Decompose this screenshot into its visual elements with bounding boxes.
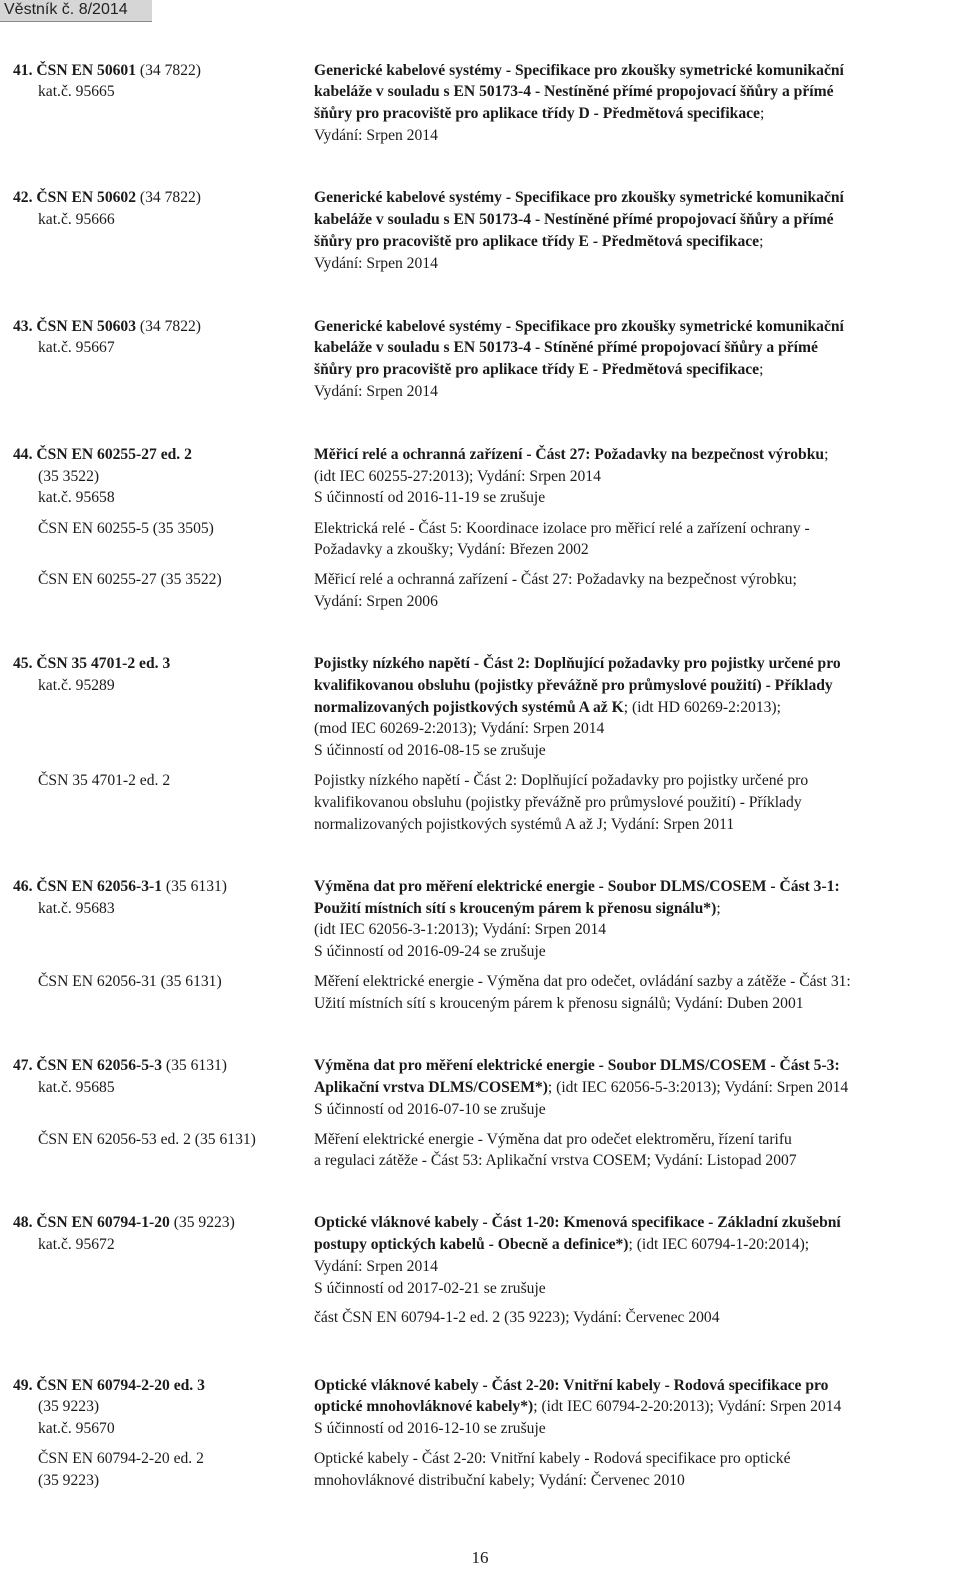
text-segment: kat.č. 95685 <box>38 1079 115 1096</box>
text-line <box>314 1057 840 1075</box>
text-line <box>38 677 115 695</box>
text-segment: kat.č. 95665 <box>38 83 115 100</box>
text-segment: 48. ČSN EN 60794-1-20 <box>13 1214 170 1231</box>
text-segment: kat.č. 95672 <box>38 1236 115 1253</box>
text-segment: kat.č. 95683 <box>38 900 115 917</box>
text-line <box>314 1377 828 1395</box>
text-segment: ; (idt IEC 60794-1-20:2014); <box>628 1236 810 1253</box>
text-segment: 46. ČSN EN 62056-3-1 <box>13 878 163 895</box>
text-segment: normalizovaných pojistkových systémů A až J; Vydání: Srpen 2011 <box>314 816 735 833</box>
text-segment: Elektrická relé - Část 5: Koordinace izolace pro měřicí relé a zařízení ochrany - <box>314 520 810 537</box>
text-line <box>314 1079 848 1097</box>
text-segment: kat.č. 95666 <box>38 211 115 228</box>
text-segment: kvalifikovanou obsluhu (pojistky převážně pro průmyslové použití) - Příklady <box>314 794 802 811</box>
text-line <box>38 1236 115 1254</box>
text-line <box>13 1214 235 1232</box>
text-segment: normalizovaných pojistkových systémů A až K <box>314 699 624 716</box>
text-segment: (34 7822) <box>136 189 201 206</box>
text-line <box>13 189 201 207</box>
text-segment: Výměna dat pro měření elektrické energie - Soubor DLMS/COSEM - Část 3-1: <box>314 878 840 895</box>
text-segment: kabeláže v souladu s EN 50173-4 - Stíněné přímé propojovací šňůry a přímé <box>314 339 818 356</box>
text-line <box>314 446 828 464</box>
text-segment: 41. ČSN EN 50601 <box>13 62 137 79</box>
text-line <box>13 318 201 336</box>
text-segment: Pojistky nízkého napětí - Část 2: Doplňující požadavky pro pojistky určené pro <box>314 772 809 789</box>
text-segment: S účinností od 2016-07-10 se zrušuje <box>314 1101 546 1118</box>
text-segment: kvalifikovanou obsluhu (pojistky převážně pro průmyslové použití) - Příklady <box>314 677 833 694</box>
text-line <box>38 1131 256 1149</box>
text-line <box>38 973 222 991</box>
text-segment: 44. ČSN EN 60255-27 ed. 2 <box>13 446 192 463</box>
text-segment: 42. ČSN EN 50602 <box>13 189 137 206</box>
text-line <box>38 1079 115 1097</box>
text-segment: (34 7822) <box>136 318 201 335</box>
text-line <box>314 816 734 834</box>
text-segment: (idt IEC 62056-3-1:2013); Vydání: Srpen 2014 <box>314 921 607 938</box>
text-segment: 45. ČSN 35 4701-2 ed. 3 <box>13 655 171 672</box>
text-segment: Pojistky nízkého napětí - Část 2: Doplňující požadavky pro pojistky určené pro <box>314 655 841 672</box>
text-segment: (35 9223) <box>169 1214 235 1231</box>
text-line <box>314 593 438 611</box>
text-segment: ; (idt IEC 60794-2-20:2013); Vydání: Srpen 2014 <box>533 1398 842 1415</box>
text-segment: 47. ČSN EN 62056-5-3 <box>13 1057 163 1074</box>
text-line <box>314 921 606 939</box>
text-segment: (35 9223) <box>38 1472 100 1489</box>
text-segment: (35 6131) <box>162 878 227 895</box>
text-segment: (34 7822) <box>136 62 201 79</box>
text-segment: S účinností od 2017-02-21 se zrušuje <box>314 1280 546 1297</box>
text-segment: Užití místních sítí s krouceným párem k přenosu signálů; Vydání: Duben 2001 <box>314 995 804 1012</box>
text-line <box>314 383 438 401</box>
text-line <box>314 255 438 273</box>
text-line <box>38 520 214 538</box>
text-line <box>13 1377 205 1395</box>
text-line <box>314 361 763 379</box>
text-line <box>314 995 804 1013</box>
text-segment: Vydání: Srpen 2006 <box>314 593 438 610</box>
text-segment: 43. ČSN EN 50603 <box>13 318 137 335</box>
text-segment: Vydání: Srpen 2014 <box>314 127 438 144</box>
text-segment: Generické kabelové systémy - Specifikace pro zkoušky symetrické komunikační <box>314 189 844 206</box>
text-line <box>314 943 546 961</box>
text-line <box>314 1236 809 1254</box>
text-segment: šňůry pro pracoviště pro aplikace třídy D - Předmětová specifikace <box>314 105 760 122</box>
text-line <box>314 1280 546 1298</box>
text-line <box>38 571 222 589</box>
text-segment: ; <box>759 105 765 122</box>
text-segment: (35 3522) <box>38 468 100 485</box>
text-line <box>13 62 201 80</box>
text-segment: ; <box>824 446 829 463</box>
text-segment: část ČSN EN 60794-1-2 ed. 2 (35 9223); Vydání: Červenec 2004 <box>314 1309 720 1326</box>
text-segment: Optické vláknové kabely - Část 1-20: Kmenová specifikace - Základní zkušební <box>314 1214 841 1231</box>
text-segment: postupy optických kabelů - Obecně a definice*) <box>314 1236 629 1253</box>
text-line <box>314 339 818 357</box>
text-segment: Generické kabelové systémy - Specifikace pro zkoušky symetrické komunikační <box>314 62 844 79</box>
text-line <box>314 720 604 738</box>
text-line <box>314 1472 685 1490</box>
text-segment: S účinností od 2016-09-24 se zrušuje <box>314 943 546 960</box>
text-segment: Měření elektrické energie - Výměna dat pro odečet elektroměru, řízení tarifu <box>314 1131 792 1148</box>
text-line <box>314 571 797 589</box>
text-line <box>38 1420 115 1438</box>
text-line <box>314 1152 797 1170</box>
text-line <box>314 541 589 559</box>
text-segment: optické mnohovláknové kabely*) <box>314 1398 534 1415</box>
text-segment: 49. ČSN EN 60794-2-20 ed. 3 <box>13 1377 205 1394</box>
text-segment: kat.č. 95658 <box>38 489 115 506</box>
text-line <box>314 211 834 229</box>
text-segment: šňůry pro pracoviště pro aplikace třídy E - Předmětová specifikace <box>314 233 760 250</box>
text-line <box>314 973 851 991</box>
text-segment: kat.č. 95667 <box>38 339 115 356</box>
text-line <box>38 1472 99 1490</box>
text-segment: ČSN 35 4701-2 ed. 2 <box>38 772 171 789</box>
text-segment: Výměna dat pro měření elektrické energie - Soubor DLMS/COSEM - Část 5-3: <box>314 1057 840 1074</box>
text-segment: ; <box>759 361 764 378</box>
journal-header <box>0 0 152 22</box>
journal-issue-label: Věstník č. 8/2014 <box>4 1 128 18</box>
text-line <box>314 1450 791 1468</box>
text-line <box>314 900 721 918</box>
text-segment: (35 6131) <box>162 1057 227 1074</box>
text-line <box>314 1131 792 1149</box>
text-line <box>314 83 834 101</box>
text-line <box>314 655 841 673</box>
text-line <box>38 468 99 486</box>
text-segment: ČSN EN 62056-31 (35 6131) <box>38 973 222 990</box>
text-line <box>314 1101 546 1119</box>
text-line <box>314 1420 546 1438</box>
text-segment: ; <box>716 900 721 917</box>
page-number: 16 <box>471 1548 489 1567</box>
text-segment: ČSN EN 60255-5 (35 3505) <box>38 520 214 537</box>
text-segment: ; <box>759 233 764 250</box>
text-segment: mnohovláknové distribuční kabely; Vydání: Červenec 2010 <box>314 1472 685 1489</box>
text-line <box>314 318 844 336</box>
text-line <box>314 1309 720 1327</box>
text-segment: S účinností od 2016-08-15 se zrušuje <box>314 742 546 759</box>
text-segment: Vydání: Srpen 2014 <box>314 383 438 400</box>
text-segment: a regulaci zátěže - Část 53: Aplikační vrstva COSEM; Vydání: Listopad 2007 <box>314 1152 797 1169</box>
text-line <box>314 1258 438 1276</box>
text-line <box>314 105 764 123</box>
text-line <box>314 520 810 538</box>
text-segment: kabeláže v souladu s EN 50173-4 - Nestíněné přímé propojovací šňůry a přímé <box>314 83 834 100</box>
text-segment: kat.č. 95670 <box>38 1420 115 1437</box>
text-line <box>314 1398 841 1416</box>
text-line <box>38 339 115 357</box>
text-segment: S účinností od 2016-11-19 se zrušuje <box>314 489 546 506</box>
text-segment: kabeláže v souladu s EN 50173-4 - Nestíněné přímé propojovací šňůry a přímé <box>314 211 834 228</box>
text-line <box>13 1057 227 1075</box>
text-segment: ; (idt HD 60269-2:2013); <box>623 699 781 716</box>
text-segment: Měřicí relé a ochranná zařízení - Část 27: Požadavky na bezpečnost výrobku <box>314 446 825 463</box>
text-segment: Optické vláknové kabely - Část 2-20: Vnitřní kabely - Rodová specifikace pro <box>314 1377 829 1394</box>
text-line <box>314 189 844 207</box>
text-segment: Vydání: Srpen 2014 <box>314 255 438 272</box>
text-line <box>314 233 763 251</box>
text-segment: Požadavky a zkoušky; Vydání: Březen 2002 <box>314 541 589 558</box>
text-line <box>314 699 781 717</box>
text-line <box>314 677 833 695</box>
text-segment: Vydání: Srpen 2014 <box>314 1258 438 1275</box>
text-segment: S účinností od 2016-12-10 se zrušuje <box>314 1420 546 1437</box>
text-segment: (35 9223) <box>38 1398 100 1415</box>
text-line <box>314 1214 841 1232</box>
text-segment: Měření elektrické energie - Výměna dat pro odečet, ovládání sazby a zátěže - Část 31: <box>314 973 851 990</box>
text-line <box>38 211 115 229</box>
text-line <box>38 772 170 790</box>
text-line <box>314 772 808 790</box>
text-segment: ČSN EN 62056-53 ed. 2 (35 6131) <box>38 1131 256 1148</box>
text-line <box>314 794 802 812</box>
text-line <box>13 878 227 896</box>
text-segment: Optické kabely - Část 2-20: Vnitřní kabely - Rodová specifikace pro optické <box>314 1450 791 1467</box>
text-line <box>38 900 115 918</box>
text-line <box>314 742 546 760</box>
text-segment: ČSN EN 60255-27 (35 3522) <box>38 571 222 588</box>
text-line <box>38 1398 99 1416</box>
text-line <box>38 83 115 101</box>
text-line <box>13 655 170 673</box>
text-line <box>314 878 840 896</box>
text-segment: (idt IEC 60255-27:2013); Vydání: Srpen 2014 <box>314 468 601 485</box>
text-segment: ČSN EN 60794-2-20 ed. 2 <box>38 1450 204 1467</box>
text-line <box>314 62 844 80</box>
text-line <box>38 1450 204 1468</box>
text-line <box>314 489 545 507</box>
text-segment: ; (idt IEC 62056-5-3:2013); Vydání: Srpen 2014 <box>547 1079 849 1096</box>
text-segment: Měřicí relé a ochranná zařízení - Část 27: Požadavky na bezpečnost výrobku; <box>314 571 797 588</box>
text-line <box>314 127 438 145</box>
text-segment: Aplikační vrstva DLMS/COSEM*) <box>314 1079 548 1096</box>
text-line <box>13 446 192 464</box>
text-segment: kat.č. 95289 <box>38 677 115 694</box>
text-segment: šňůry pro pracoviště pro aplikace třídy E - Předmětová specifikace <box>314 361 760 378</box>
text-line <box>38 489 115 507</box>
text-segment: (mod IEC 60269-2:2013); Vydání: Srpen 2014 <box>314 720 605 737</box>
text-segment: Použití místních sítí s krouceným párem k přenosu signálu*) <box>314 900 717 917</box>
text-line <box>314 468 601 486</box>
text-segment: Generické kabelové systémy - Specifikace pro zkoušky symetrické komunikační <box>314 318 844 335</box>
